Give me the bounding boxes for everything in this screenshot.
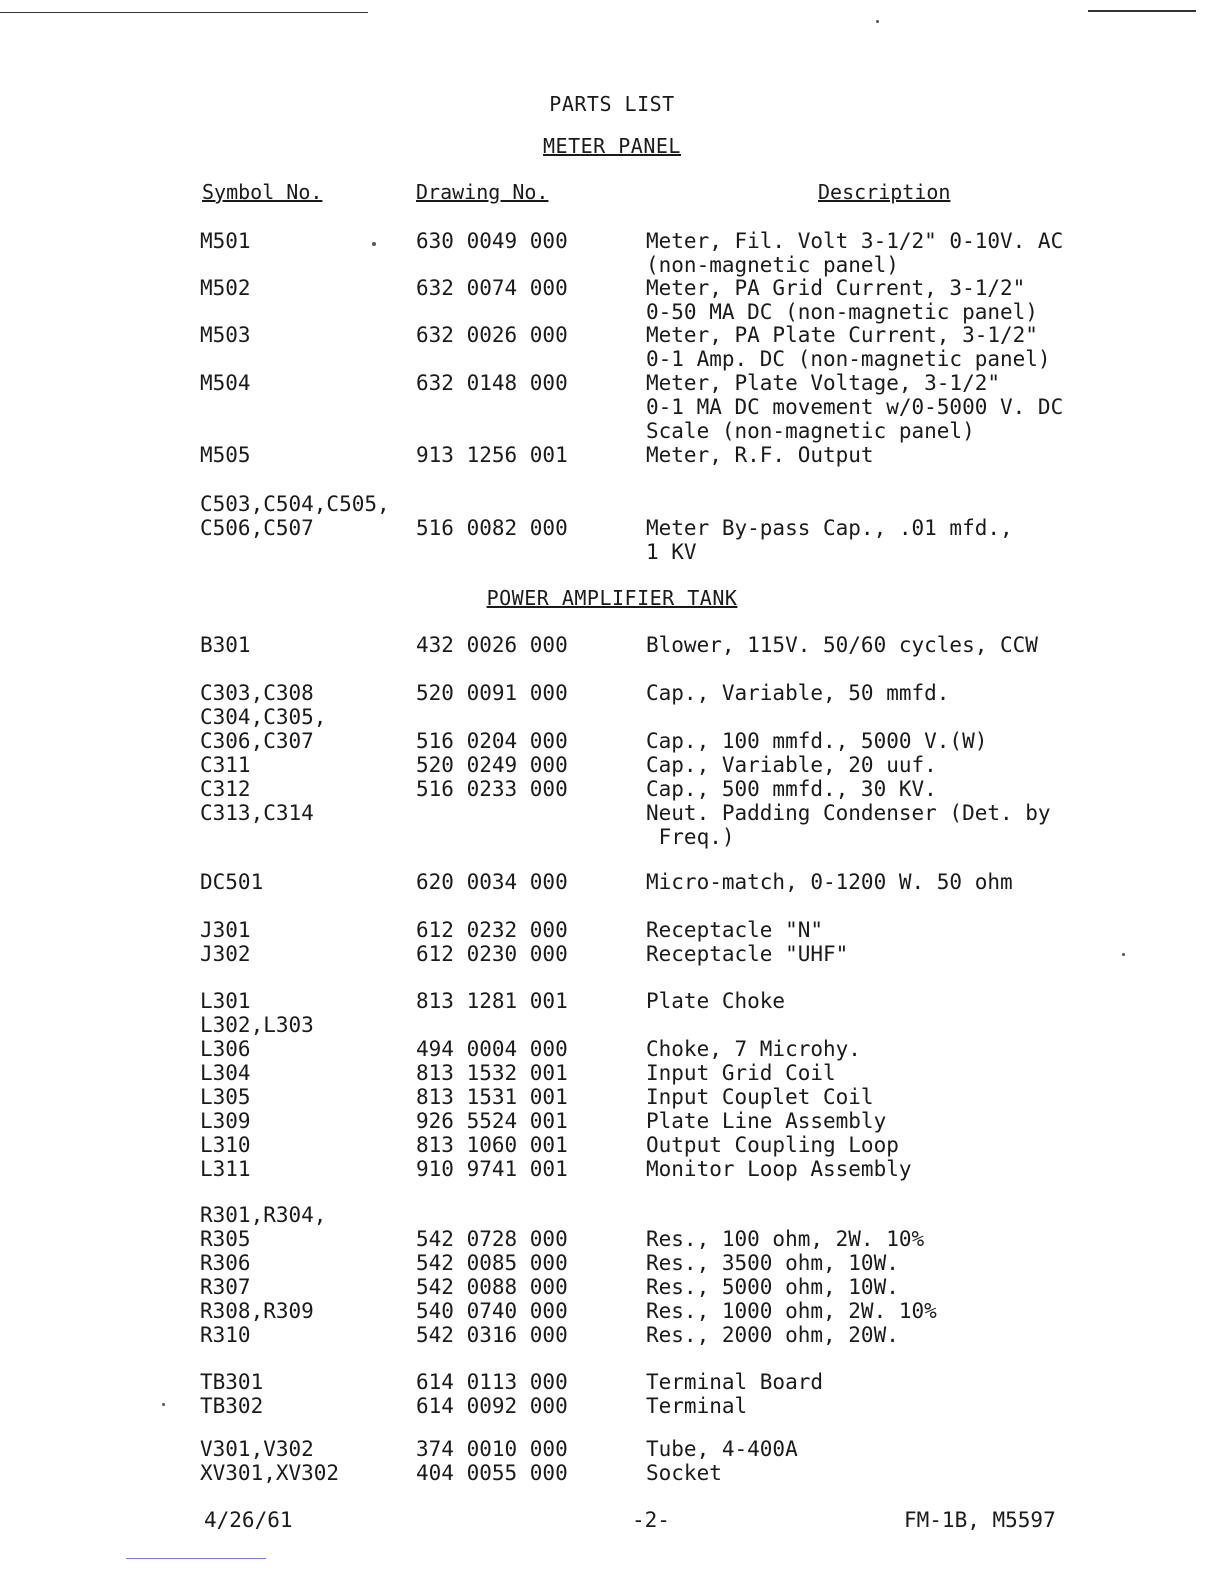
drawing-cell: 813 1281 001 494 0004 000 813 1532 001 813 1531 001 926 5524 001 813 1060 001 910 9741 001 xyxy=(416,989,568,1181)
symbol-cell: C503,C504,C505, C506,C507 xyxy=(200,492,390,540)
description-cell: Tube, 4-400A Socket xyxy=(646,1437,798,1485)
drawing-cell: 520 0091 000 516 0204 000 520 0249 000 516 0233 000 xyxy=(416,681,568,801)
scan-speck xyxy=(876,20,879,23)
description-cell: Meter, PA Grid Current, 3-1/2" 0-50 MA DC (non-magnetic panel) xyxy=(646,276,1038,324)
symbol-cell: M505 xyxy=(200,443,251,467)
symbol-cell: M504 xyxy=(200,371,251,395)
symbol-cell: DC501 xyxy=(200,870,264,894)
symbol-cell: M502 xyxy=(200,276,251,300)
drawing-cell: 632 0148 000 xyxy=(416,371,568,395)
description-cell: Blower, 115V. 50/60 cycles, CCW xyxy=(646,633,1038,657)
drawing-cell: 620 0034 000 xyxy=(416,870,568,894)
symbol-cell: V301,V302 XV301,XV302 xyxy=(200,1437,340,1485)
description-cell: Plate Choke Choke, 7 Microhy. Input Grid Coil Input Couplet Coil Plate Line Assembly Output Coupling Loop Monitor Loop Assembly xyxy=(646,989,912,1181)
section-heading-meter-panel: METER PANEL xyxy=(543,134,681,158)
description-cell: Meter, Plate Voltage, 3-1/2" 0-1 MA DC movement w/0-5000 V. DC Scale (non-magnetic panel) xyxy=(646,371,1064,443)
drawing-cell: 630 0049 000 xyxy=(416,229,568,253)
scan-edge-line xyxy=(0,12,368,13)
section-heading-power-amplifier-tank: POWER AMPLIFIER TANK xyxy=(486,586,738,610)
scan-speck xyxy=(1122,953,1125,956)
drawing-cell: 632 0026 000 xyxy=(416,323,568,347)
scan-edge-line xyxy=(126,1558,266,1559)
symbol-cell: M503 xyxy=(200,323,251,347)
description-cell: Meter, PA Plate Current, 3-1/2" 0-1 Amp. DC (non-magnetic panel) xyxy=(646,323,1051,371)
drawing-column-header: Drawing No. xyxy=(416,180,549,204)
drawing-cell: 913 1256 001 xyxy=(416,443,568,467)
description-cell: Cap., Variable, 50 mmfd. Cap., 100 mmfd., 5000 V.(W) Cap., Variable, 20 uuf. Cap., 500 mmfd., 30 KV. Neut. Padding Condenser (Det. by Freq.) xyxy=(646,681,1051,849)
symbol-cell: J301 J302 xyxy=(200,918,251,966)
description-cell: Meter, R.F. Output xyxy=(646,443,874,467)
symbol-cell: L301 L302,L303 L306 L304 L305 L309 L310 L311 xyxy=(200,989,314,1181)
symbol-cell: R301,R304, R305 R306 R307 R308,R309 R310 xyxy=(200,1203,327,1347)
footer-model: FM-1B, M5597 xyxy=(904,1508,1056,1532)
drawing-cell: 542 0728 000 542 0085 000 542 0088 000 540 0740 000 542 0316 000 xyxy=(416,1227,568,1347)
drawing-cell: 614 0113 000 614 0092 000 xyxy=(416,1370,568,1418)
scan-speck xyxy=(372,242,376,246)
description-cell: Receptacle "N" Receptacle "UHF" xyxy=(646,918,849,966)
description-cell: Meter By-pass Cap., .01 mfd., 1 KV xyxy=(646,516,1013,564)
symbol-cell: B301 xyxy=(200,633,251,657)
description-cell: Res., 100 ohm, 2W. 10% Res., 3500 ohm, 10W. Res., 5000 ohm, 10W. Res., 1000 ohm, 2W. 10% Res., 2000 ohm, 20W. xyxy=(646,1227,937,1347)
drawing-cell: 632 0074 000 xyxy=(416,276,568,300)
scan-edge-line xyxy=(1088,10,1196,12)
symbol-column-header: Symbol No. xyxy=(202,180,323,204)
page-title: PARTS LIST xyxy=(549,92,675,116)
scan-speck xyxy=(162,1403,165,1406)
description-cell: Micro-match, 0-1200 W. 50 ohm xyxy=(646,870,1013,894)
drawing-cell: 432 0026 000 xyxy=(416,633,568,657)
symbol-cell: C303,C308 C304,C305, C306,C307 C311 C312 C313,C314 xyxy=(200,681,327,825)
footer-page-number: -2- xyxy=(632,1508,670,1532)
drawing-cell: 612 0232 000 612 0230 000 xyxy=(416,918,568,966)
description-column-header: Description xyxy=(818,180,951,204)
symbol-cell: TB301 TB302 xyxy=(200,1370,264,1418)
drawing-cell: 374 0010 000 404 0055 000 xyxy=(416,1437,568,1485)
drawing-cell: 516 0082 000 xyxy=(416,516,568,540)
symbol-cell: M501 xyxy=(200,229,251,253)
description-cell: Terminal Board Terminal xyxy=(646,1370,824,1418)
footer-date: 4/26/61 xyxy=(204,1508,293,1532)
description-cell: Meter, Fil. Volt 3-1/2" 0-10V. AC (non-magnetic panel) xyxy=(646,229,1064,277)
